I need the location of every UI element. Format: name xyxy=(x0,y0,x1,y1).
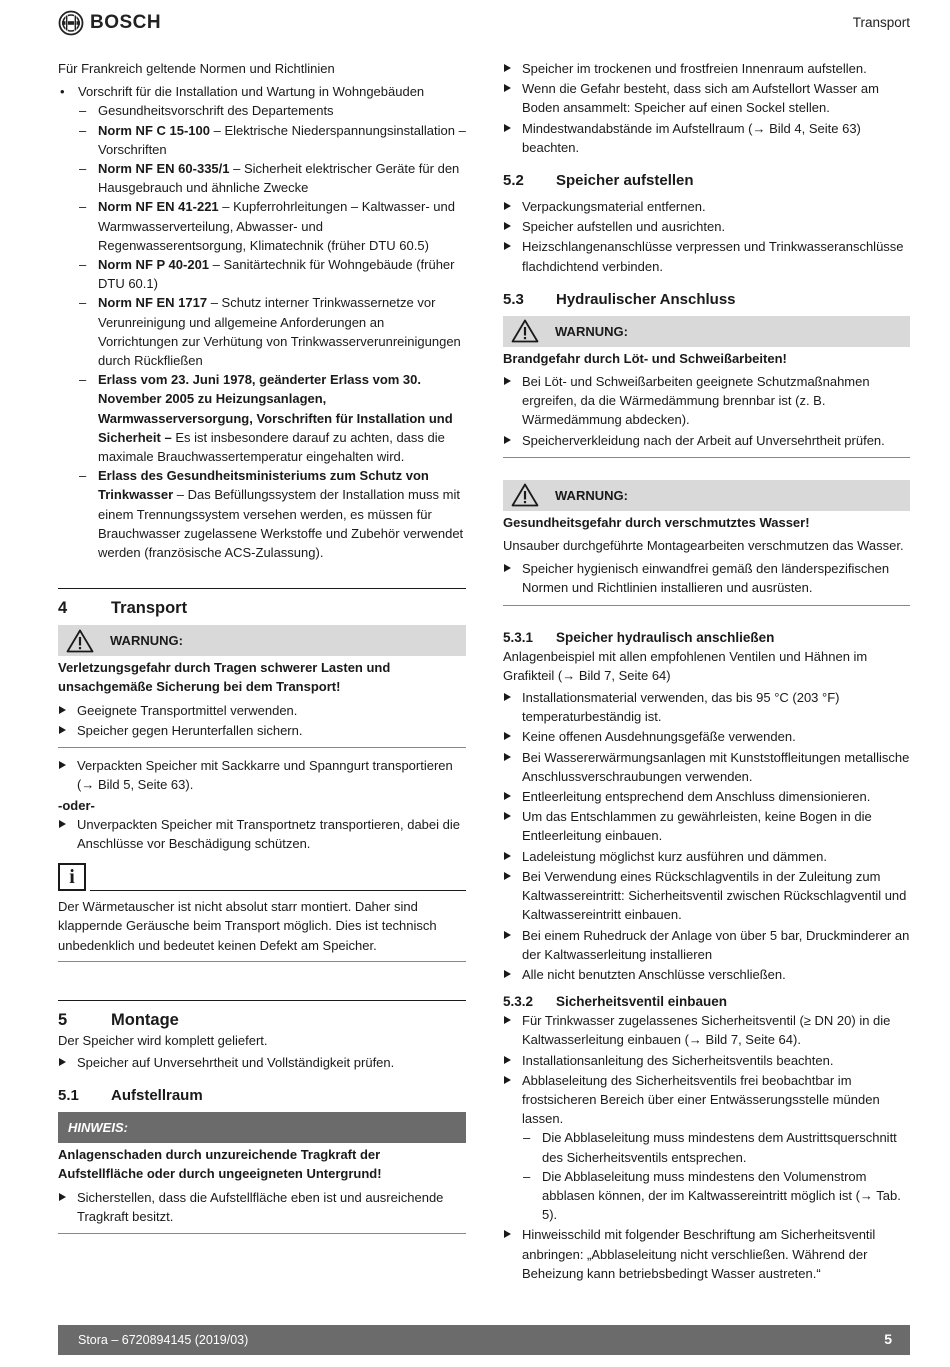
warning-title: Verletzungsgefahr durch Tragen schwerer Lasten und unsachgemäße Sicherung bei dem Transport! xyxy=(58,660,391,695)
action-item: Bei einem Ruhedruck der Anlage von über 5 bar, Druckminderer an der Kaltwasserleitung installieren xyxy=(503,926,910,964)
section-intro: Anlagenbeispiel mit allen empfohlenen Ventilen und Hähnen im Grafikteil (→ Bild 7, Seite 64) xyxy=(503,648,868,683)
page-number: 5 xyxy=(884,1331,892,1347)
warning-actions xyxy=(503,372,910,450)
action-item: Installationsanleitung des Sicherheitsventils beachten. xyxy=(503,1051,910,1070)
norm-item xyxy=(78,101,466,120)
action-item: Unverpackten Speicher mit Transportnetz transportieren, dabei die Anschlüsse vor Beschädigung schützen. xyxy=(58,815,466,853)
hydraulic-actions xyxy=(503,688,910,984)
action-item: Alle nicht benutzten Anschlüsse verschließen. xyxy=(503,965,910,984)
notice-header xyxy=(58,1112,466,1143)
warning-header xyxy=(503,316,910,347)
notice-box xyxy=(58,1112,466,1234)
norm-desc: – Das Befüllungssystem der Installation muss mit einem Trennungssystem versehen werden, es müssen für Brauchwasser zugelassene Werkstoffe und Zubehör verwendet werden (französische ACS-Zulassung). xyxy=(98,487,464,561)
norm-item xyxy=(78,159,466,197)
bosch-armature-icon xyxy=(58,10,84,36)
section-5-2-heading xyxy=(503,171,910,191)
action-item: Hinweisschild mit folgender Beschriftung am Sicherheitsventil anbringen: „Abblaseleitung nicht verschließen. Während der Beheizung kann betriebsbedingt Wasser austreten.“ xyxy=(503,1225,910,1283)
info-icon: i xyxy=(58,863,86,891)
section-5-1-heading xyxy=(58,1086,466,1106)
section-number: 5.2 xyxy=(503,172,524,190)
warning-triangle-icon xyxy=(511,319,539,343)
norm-desc: Es ist insbesondere darauf zu achten, dass die maximale Brauchwassertemperatur eingehalten wird. xyxy=(98,429,445,465)
oder-label: -oder- xyxy=(58,797,95,813)
norms-bullet xyxy=(58,82,466,562)
warning-triangle-icon xyxy=(66,629,94,653)
action-item: Speicher hygienisch einwandfrei gemäß den länderspezifischen Normen und Richtlinien installieren und ausrüsten. xyxy=(503,559,910,597)
requirement-list xyxy=(522,1128,910,1224)
safety-valve-actions xyxy=(503,1011,910,1283)
section-title: Aufstellraum xyxy=(111,1087,203,1105)
section-5-heading xyxy=(58,1000,466,1031)
section-intro: Der Speicher wird komplett geliefert. xyxy=(58,1032,268,1048)
norms-dash-list xyxy=(78,101,466,562)
info-text: Der Wärmetauscher ist nicht absolut starr montiert. Daher sind klappernde Geräusche beim Transport möglich. Dies ist technisch unbedenklich und bedeutet keinen Defekt am Speicher. xyxy=(58,899,437,953)
section-5-3-1-heading xyxy=(503,628,910,647)
warning-label: WARNUNG: xyxy=(110,633,183,649)
section-5-3-2-heading xyxy=(503,992,910,1011)
section-number: 5 xyxy=(58,1010,68,1029)
action-item: Mindestwandabstände im Aufstellraum (→ Bild 4, Seite 63) beachten. xyxy=(503,119,910,157)
action-item: Heizschlangenanschlüsse verpressen und Trinkwasseranschlüsse flachdichtend verbinden. xyxy=(503,237,910,275)
norm-item xyxy=(78,370,466,466)
section-5-3-heading xyxy=(503,290,910,310)
norm-code: Erlass vom 23. Juni 1978, geänderter Erlass vom 30. November 2005 zu Heizungsanlagen, Warmwasserversorgung, Vorschriften für Installation und Sicherheit – xyxy=(98,372,453,445)
warning-header xyxy=(503,480,910,511)
right-column xyxy=(503,59,910,1284)
norm-item xyxy=(78,197,466,255)
norms-title: Für Frankreich geltende Normen und Richtlinien xyxy=(58,61,335,76)
aufstellraum-actions xyxy=(503,59,910,157)
warning-actions xyxy=(58,701,466,740)
action-text: Abblaseleitung des Sicherheitsventils frei beobachtbar im frostsicheren Bereich über einer Entwässerungsstelle münden lassen. xyxy=(522,1072,880,1127)
action-item: Speicher gegen Herunterfallen sichern. xyxy=(58,721,466,740)
requirement-item: – Die Abblaseleitung muss mindestens dem Austrittsquerschnitt des Sicherheitsventils entsprechen. xyxy=(522,1128,910,1166)
norm-desc: – Elektrische Niederspannungsinstallation – Vorschriften xyxy=(98,122,466,157)
action-item: Speicher im trockenen und frostfreien Innenraum aufstellen. xyxy=(503,59,910,78)
aufstellen-actions xyxy=(503,197,910,276)
warning-box-transport xyxy=(58,625,466,748)
action-item: Speicherverkleidung nach der Arbeit auf Unversehrtheit prüfen. xyxy=(503,431,910,450)
page-header xyxy=(0,0,950,46)
info-box xyxy=(58,863,466,962)
notice-title: Anlagenschaden durch unzureichende Tragkraft der Aufstellfläche oder durch ungeeigneten Untergrund! xyxy=(58,1147,382,1182)
norm-desc: – Kupferrohrleitungen – Kaltwasser- und Warmwasserverteilung, Abwasser- und Regenwasserentsorgung, Klimatechnik (früher DTU 60.5) xyxy=(98,199,455,253)
section-title: Sicherheitsventil einbauen xyxy=(556,994,728,1010)
action-item: Speicher auf Unversehrtheit und Vollständigkeit prüfen. xyxy=(58,1053,466,1072)
section-number: 4 xyxy=(58,599,68,618)
section-title: Montage xyxy=(111,1010,179,1029)
section-number: 5.3.2 xyxy=(503,994,534,1010)
section-number: 5.1 xyxy=(58,1087,79,1105)
left-column xyxy=(58,59,466,1242)
norm-code: Norm NF C 15-100 xyxy=(98,122,210,138)
norms-list xyxy=(58,82,466,562)
norm-code: Norm NF P 40-201 xyxy=(98,257,210,273)
section-4-heading xyxy=(58,588,466,619)
warning-text: Unsauber durchgeführte Montagearbeiten verschmutzen das Wasser. xyxy=(503,538,904,554)
section-title: Speicher hydraulisch anschließen xyxy=(556,629,775,645)
warning-box-water xyxy=(503,480,910,606)
info-rule xyxy=(90,890,466,891)
action-item: Bei Wassererwärmungsanlagen mit Kunststoffleitungen metallische Anschlussverschraubungen verwenden. xyxy=(503,748,910,786)
action-item: Bei Verwendung eines Rückschlagventils in der Zuleitung zum Kaltwassereintritt: Sicherheitsventil zwischen Rückschlagventil und Kaltwassereintritt einbauen. xyxy=(503,867,910,925)
norm-item xyxy=(78,255,466,293)
warning-label: WARNUNG: xyxy=(555,487,628,503)
warning-triangle-icon xyxy=(511,483,539,507)
document-id: Stora – 6720894145 (2019/03) xyxy=(78,1333,249,1347)
norm-code: Norm NF EN 60-335/1 xyxy=(98,161,230,177)
action-item: Verpackungsmaterial entfernen. xyxy=(503,197,910,216)
action-item: Geeignete Transportmittel verwenden. xyxy=(58,701,466,720)
section-number: 5.3 xyxy=(503,290,524,308)
warning-actions xyxy=(503,559,910,597)
bosch-logo xyxy=(58,10,161,36)
warning-title: Brandgefahr durch Löt- und Schweißarbeiten! xyxy=(503,350,787,366)
action-item: Sicherstellen, dass die Aufstellfläche eben ist und ausreichende Tragkraft besitzt. xyxy=(58,1188,466,1226)
warning-header xyxy=(58,625,466,656)
transport-actions-alt xyxy=(58,815,466,853)
norm-code: Norm NF EN 41-221 xyxy=(98,199,219,215)
action-item: Installationsmaterial verwenden, das bis 95 °C (203 °F) temperaturbeständig ist. xyxy=(503,688,910,726)
notice-actions xyxy=(58,1188,466,1226)
page-footer xyxy=(58,1325,910,1355)
info-header xyxy=(58,863,466,891)
action-item xyxy=(503,1071,910,1225)
section-number: 5.3.1 xyxy=(503,629,534,645)
action-item: Wenn die Gefahr besteht, dass sich am Aufstellort Wasser am Boden ansammelt: Speicher auf einen Sockel stellen. xyxy=(503,79,910,117)
norm-desc: – Sanitärtechnik für Wohngebäude (früher DTU 60.1) xyxy=(98,257,455,292)
norm-code: Erlass des Gesundheitsministeriums zum Schutz von Trinkwasser xyxy=(98,468,429,503)
norm-code: Norm NF EN 1717 xyxy=(98,295,208,311)
norm-item xyxy=(78,293,466,370)
norm-desc: – Sicherheit elektrischer Geräte für den Hausgebrauch und ähnliche Zwecke xyxy=(98,161,460,196)
action-item: Für Trinkwasser zugelassenes Sicherheitsventil (≥ DN 20) in die Kaltwasserleitung einbauen (→ Bild 7, Seite 64). xyxy=(503,1011,910,1049)
section-title: Transport xyxy=(111,599,188,618)
section-title: Speicher aufstellen xyxy=(556,172,694,190)
action-item: Entleerleitung entsprechend dem Anschluss dimensionieren. xyxy=(503,787,910,806)
action-item: Speicher aufstellen und ausrichten. xyxy=(503,217,910,236)
notice-label: HINWEIS: xyxy=(68,1120,128,1136)
action-item: Um das Entschlammen zu gewährleisten, keine Bogen in die Entleerleitung einbauen. xyxy=(503,807,910,845)
norm-desc: Gesundheitsvorschrift des Departements xyxy=(98,103,334,119)
norm-desc: – Schutz interner Trinkwassernetze vor Verunreinigung und allgemeine Anforderungen an Vorrichtungen zur Verhütung von Trinkwasserverunreinigungen durch Rückfließen xyxy=(98,295,461,369)
warning-box-fire xyxy=(503,316,910,458)
action-item: Ladeleistung möglichst kurz ausführen und dämmen. xyxy=(503,847,910,866)
montage-actions xyxy=(58,1053,466,1072)
norms-bullet-text: Vorschrift für die Installation und Wartung in Wohngebäuden xyxy=(78,84,425,100)
transport-actions xyxy=(58,756,466,794)
section-title: Transport xyxy=(852,15,910,30)
section-title: Hydraulischer Anschluss xyxy=(556,290,736,308)
warning-title: Gesundheitsgefahr durch verschmutztes Wasser! xyxy=(503,514,810,530)
action-item: Keine offenen Ausdehnungsgefäße verwenden. xyxy=(503,727,910,746)
action-item: Verpackten Speicher mit Sackkarre und Spanngurt transportieren (→ Bild 5, Seite 63). xyxy=(58,756,466,794)
norm-item xyxy=(78,121,466,159)
requirement-item: – Die Abblaseleitung muss mindestens den Volumenstrom abblasen können, der im Kaltwassereintritt möglich ist (→ Tab. 5). xyxy=(522,1167,910,1225)
brand-name: BOSCH xyxy=(90,12,162,34)
norm-item xyxy=(78,466,466,562)
action-item: Bei Löt- und Schweißarbeiten geeignete Schutzmaßnahmen ergreifen, da die Wärmedämmung brennbar ist (z. B. Wärmedämmung abdecken). xyxy=(503,372,910,430)
warning-label: WARNUNG: xyxy=(555,323,628,339)
